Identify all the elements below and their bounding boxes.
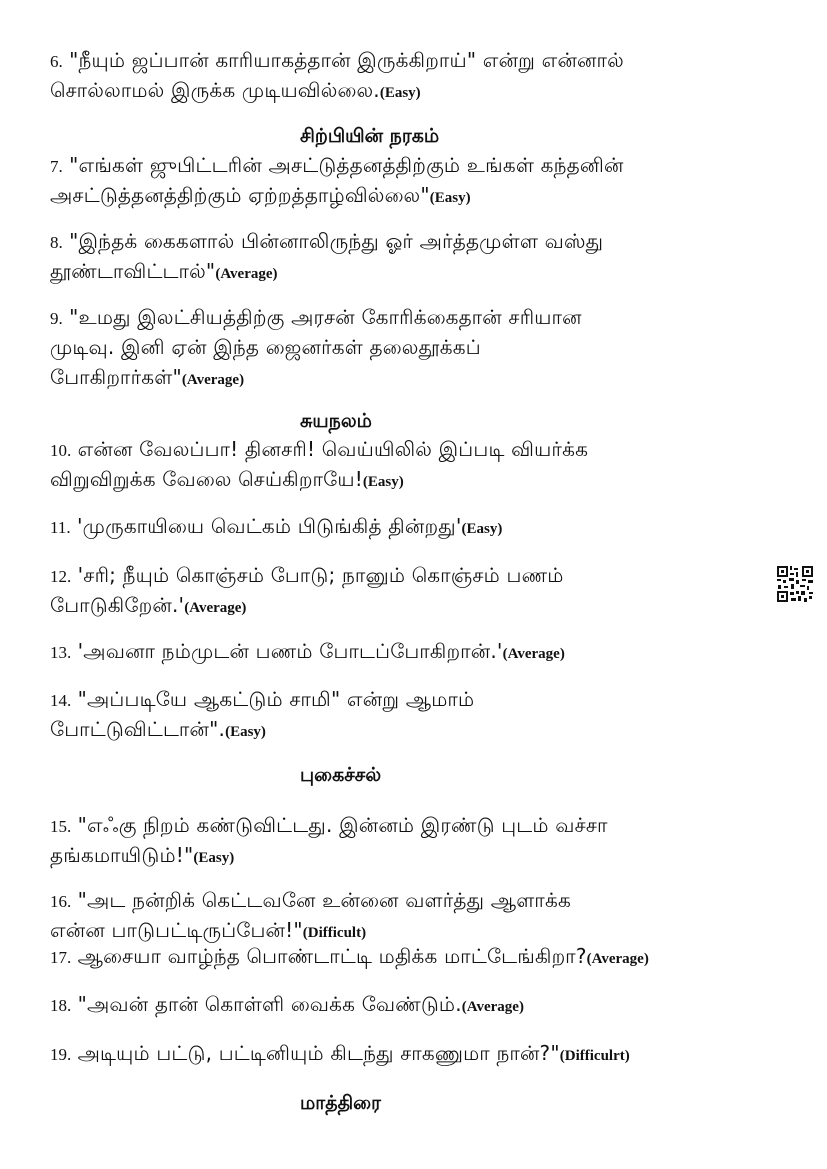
difficulty-label: (Average) — [461, 999, 524, 1015]
item-text: ஆசையா வாழ்ந்த பொண்டாட்டி மதிக்க மாட்டேங்கிறா? — [77, 944, 587, 968]
item-text: 'அவனா நம்முடன் பணம் போடப்போகிறான்.' — [77, 639, 503, 663]
difficulty-label: (Average) — [586, 951, 649, 967]
difficulty-label: (Difficult) — [302, 925, 367, 941]
list-item — [50, 511, 790, 541]
difficulty-label: (Average) — [184, 600, 247, 616]
item-number: 8. — [50, 233, 63, 252]
item-text: "இந்தக் கைகளால் பின்னாலிருந்து ஓர் அர்த்தமுள்ள வஸ்து — [69, 229, 604, 253]
list-item — [50, 150, 790, 210]
list-item — [50, 560, 790, 620]
item-number: 17. — [50, 948, 72, 967]
list-item — [50, 45, 790, 105]
item-text: "எங்கள் ஜுபிட்டரின் அசட்டுத்தனத்திற்கும் உங்கள் கந்தனின் — [69, 153, 624, 177]
section-heading: புகைச்சல் — [300, 764, 382, 786]
item-number: 12. — [50, 567, 72, 586]
item-number: 7. — [50, 157, 63, 176]
item-text: விறுவிறுக்க வேலை செய்கிறாயே! — [50, 467, 363, 491]
difficulty-label: (Easy) — [225, 724, 266, 740]
difficulty-label: (Difficulrt) — [559, 1048, 630, 1064]
difficulty-label: (Average) — [215, 266, 278, 282]
item-number: 19. — [50, 1045, 72, 1064]
item-text: "அப்படியே ஆகட்டும் சாமி" என்று ஆமாம் — [77, 687, 475, 711]
item-text: என்ன வேலப்பா! தினசரி! வெய்யிலில் இப்படி வியர்க்க — [77, 437, 589, 461]
item-text: "எஃகு நிறம் கண்டுவிட்டது. இன்னம் இரண்டு புடம் வச்சா — [77, 813, 608, 837]
difficulty-label: (Easy) — [461, 521, 503, 537]
item-text: என்ன பாடுபட்டிருப்பேன்!" — [50, 918, 303, 942]
list-item — [50, 636, 790, 666]
item-text: போகிறார்கள்" — [50, 365, 182, 389]
item-text: தங்கமாயிடும்!" — [50, 843, 194, 867]
item-text: சொல்லாமல் இருக்க முடியவில்லை. — [50, 78, 380, 102]
section-heading: சிற்பியின் நரகம் — [300, 125, 440, 147]
item-text: போடுகிறேன்.' — [50, 593, 185, 617]
difficulty-label: (Easy) — [429, 190, 471, 206]
list-item — [50, 810, 790, 870]
item-number: 9. — [50, 309, 63, 328]
difficulty-label: (Easy) — [362, 474, 404, 490]
difficulty-label: (Easy) — [193, 850, 235, 866]
item-text: "அவன் தான் கொள்ளி வைக்க வேண்டும். — [77, 992, 462, 1016]
list-item — [50, 434, 790, 494]
difficulty-label: (Average) — [502, 646, 565, 662]
item-number: 10. — [50, 441, 72, 460]
item-text: "அட நன்றிக் கெட்டவனே உன்னை வளர்த்து ஆளாக்க — [77, 888, 571, 912]
item-text: "உமது இலட்சியத்திற்கு அரசன் கோரிக்கைதான் சரியான — [69, 305, 582, 329]
list-item — [50, 226, 790, 286]
qr-code-icon — [776, 565, 814, 603]
item-number: 16. — [50, 892, 72, 911]
list-item — [50, 302, 790, 392]
item-number: 14. — [50, 691, 72, 710]
difficulty-label: (Average) — [181, 372, 245, 388]
list-item — [50, 885, 790, 945]
list-item — [50, 989, 790, 1019]
item-text: அசட்டுத்தனத்திற்கும் ஏற்றத்தாழ்வில்லை" — [50, 183, 430, 207]
section-heading: மாத்திரை — [300, 1092, 381, 1114]
section-heading: சுயநலம் — [300, 410, 372, 432]
item-text: அடியும் பட்டு, பட்டினியும் கிடந்து சாகணுமா நான்?" — [77, 1041, 560, 1065]
list-item — [50, 941, 790, 971]
item-text: "நீயும் ஜப்பான் காரியாகத்தான் இருக்கிறாய்" என்று என்னால் — [69, 48, 624, 72]
item-number: 15. — [50, 817, 72, 836]
item-text: தூண்டாவிட்டால்" — [50, 259, 216, 283]
difficulty-label: (Easy) — [379, 85, 421, 101]
item-number: 6. — [50, 52, 63, 71]
item-number: 11. — [50, 518, 71, 537]
item-text: முடிவு. இனி ஏன் இந்த ஜைனர்கள் தலைதூக்கப் — [50, 335, 481, 359]
item-number: 13. — [50, 643, 72, 662]
list-item — [50, 1038, 790, 1068]
item-text: 'சரி; நீயும் கொஞ்சம் போடு; நானும் கொஞ்சம் பணம் — [77, 563, 564, 587]
item-text: 'முருகாயியை வெட்கம் பிடுங்கித் தின்றது' — [76, 514, 462, 538]
item-number: 18. — [50, 996, 72, 1015]
item-text: போட்டுவிட்டான்". — [50, 717, 226, 741]
list-item — [50, 684, 790, 744]
